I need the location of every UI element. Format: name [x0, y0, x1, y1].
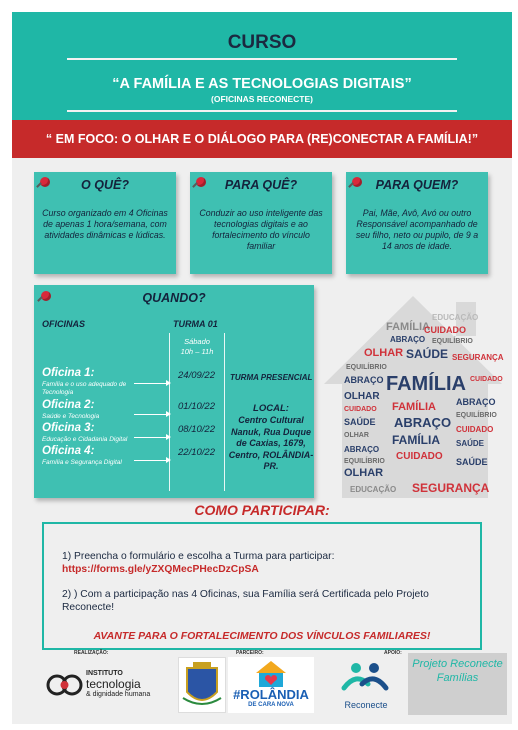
cloud-word: EQUILÍBRIO [432, 338, 473, 345]
oficina-name: Oficina 3: [42, 422, 95, 434]
participate-title: COMO PARTICIPAR: [194, 502, 330, 518]
course-title: “A FAMÍLIA E AS TECNOLOGIAS DIGITAIS” [112, 76, 412, 92]
instituto-logo [46, 666, 176, 706]
oficina-date: 22/10/22 [178, 447, 215, 458]
card-why [190, 172, 332, 274]
col-oficinas: OFICINAS [42, 319, 86, 329]
divider [224, 333, 225, 491]
step-1: 1) Preencha o formulário e escolha a Turma para participar: [62, 551, 335, 562]
cloud-word: FAMÍLIA [392, 433, 440, 447]
city-crest [178, 657, 226, 713]
form-link[interactable]: https://forms.gle/yZXQMecPHecDzCpSA [62, 564, 259, 575]
oficina-date: 08/10/22 [178, 424, 215, 435]
infinity-logo-icon [46, 668, 84, 702]
card-who [346, 172, 488, 274]
arrow-right-icon [134, 460, 170, 461]
card-title: PARA QUEM? [375, 178, 459, 192]
col-turma: TURMA 01 [173, 319, 218, 329]
arrow-right-icon [134, 383, 170, 384]
reconecte-logo [334, 658, 398, 714]
oficina-date: 01/10/22 [178, 401, 215, 412]
instituto-text: INSTITUTO [86, 670, 123, 677]
reconecte-text: Reconecte [344, 700, 388, 710]
cloud-word: CUIDADO [344, 406, 377, 413]
reconecte-people-icon [334, 658, 398, 698]
house-heart-icon [228, 659, 314, 689]
oficina-desc: Família e o uso adequado de Tecnologia [42, 381, 127, 396]
oficina-desc: Educação e Cidadania Digital [42, 436, 128, 443]
cloud-word: SEGURANÇA [452, 353, 504, 362]
cloud-word: EQUILÍBRIO [344, 458, 385, 465]
cloud-word: OLHAR [344, 391, 380, 402]
schedule-title: QUANDO? [142, 291, 206, 305]
card-what [34, 172, 176, 274]
oficina-name: Oficina 2: [42, 399, 95, 411]
cloud-word: FAMÍLIA [392, 401, 436, 413]
oficina-name: Oficina 4: [42, 445, 95, 457]
realizacao-label: REALIZAÇÃO: [74, 650, 109, 656]
instituto-text: tecnologia [86, 677, 141, 691]
cloud-word: SAÚDE [456, 457, 488, 467]
cloud-word: OLHAR [344, 467, 384, 479]
divider [67, 110, 457, 112]
cloud-word: ABRAÇO [344, 375, 384, 385]
crest-icon [179, 658, 225, 712]
cloud-word: OLHAR [344, 432, 369, 439]
rolandia-logo [228, 657, 314, 713]
card-text: Pai, Mãe, Avô, Avó ou outro Responsável acompanhado de seu filho, neto ou pupilo, de 9 a 14 anos de idade. [355, 208, 479, 251]
cloud-word: FAMÍLIA [386, 373, 466, 395]
projeto-box: Projeto Reconecte Famílias [408, 653, 507, 715]
cloud-word: OLHAR [364, 347, 404, 359]
cloud-word: ABRAÇO [390, 335, 426, 344]
cloud-word: SAÚDE [344, 417, 376, 427]
cloud-word: FAMÍLIA [386, 321, 430, 333]
rolandia-sub: DE CARA NOVA [248, 702, 294, 708]
local-address: Centro Cultural Nanuk, Rua Duque de Caxias, 1679, Centro, ROLÂNDIA-PR. [228, 415, 314, 471]
word-cloud-house [320, 292, 506, 502]
day-label: Sábado [184, 337, 210, 346]
card-title: O QUÊ? [81, 178, 129, 192]
cloud-word: SAÚDE [456, 439, 485, 448]
cloud-word: ABRAÇO [394, 415, 452, 430]
local-label: LOCAL: [253, 403, 289, 414]
cloud-word: CUIDADO [424, 325, 466, 335]
header-banner [12, 12, 512, 120]
focus-banner: “ EM FOCO: O OLHAR E O DIÁLOGO PARA (RE)CONECTAR A FAMÍLIA!” [12, 120, 512, 158]
cloud-word: EQUILÍBRIO [346, 364, 387, 371]
step-2: 2) ) Com a participação nas 4 Oficinas, sua Família será Certificada pelo Projeto Reconecte! [62, 589, 429, 613]
card-text: Curso organizado em 4 Oficinas de apenas 1 hora/semana, com atividades dinâmicas e lúdicas. [42, 208, 168, 240]
arrow-right-icon [134, 414, 170, 415]
cloud-word: CUIDADO [456, 425, 494, 434]
oficina-desc: Saúde e Tecnologia [42, 413, 100, 420]
card-text: Conduzir ao uso inteligente das tecnologias digitais e ao fortalecimento do vínculo familiar [199, 208, 323, 251]
oficina-desc: Família e Segurança Digital [42, 459, 122, 466]
card-title: PARA QUÊ? [224, 178, 298, 192]
participate-box [42, 522, 482, 650]
arrow-right-icon [134, 437, 170, 438]
course-label: CURSO [227, 32, 297, 53]
course-subtitle: (OFICINAS RECONECTE) [211, 94, 313, 104]
poster [12, 12, 512, 724]
cloud-word: EDUCAÇÃO [350, 485, 397, 494]
cloud-word: SAÚDE [406, 347, 449, 361]
rolandia-text: #ROLÂNDIA [233, 687, 309, 702]
time-label: 10h – 11h [180, 347, 214, 356]
cloud-word: SEGURANÇA [412, 481, 490, 495]
cloud-word: EDUCAÇÃO [432, 313, 479, 322]
divider [67, 58, 457, 60]
oficina-date: 24/09/22 [178, 370, 215, 381]
motto: AVANTE PARA O FORTALECIMENTO DOS VÍNCULOS FAMILIARES! [93, 630, 431, 642]
cloud-word: EQUILÍBRIO [456, 412, 497, 419]
presencial-label: TURMA PRESENCIAL [230, 373, 313, 382]
instituto-text: & dignidade humana [86, 691, 151, 698]
cloud-word: ABRAÇO [344, 445, 380, 454]
cloud-word: CUIDADO [396, 451, 443, 462]
oficina-name: Oficina 1: [42, 367, 95, 379]
cloud-word: CUIDADO [470, 376, 503, 383]
cloud-word: ABRAÇO [456, 397, 496, 407]
parceiro-label: PARCEIRO: [236, 650, 264, 656]
apoio-label: APOIO: [384, 650, 402, 656]
schedule-box [34, 285, 314, 498]
